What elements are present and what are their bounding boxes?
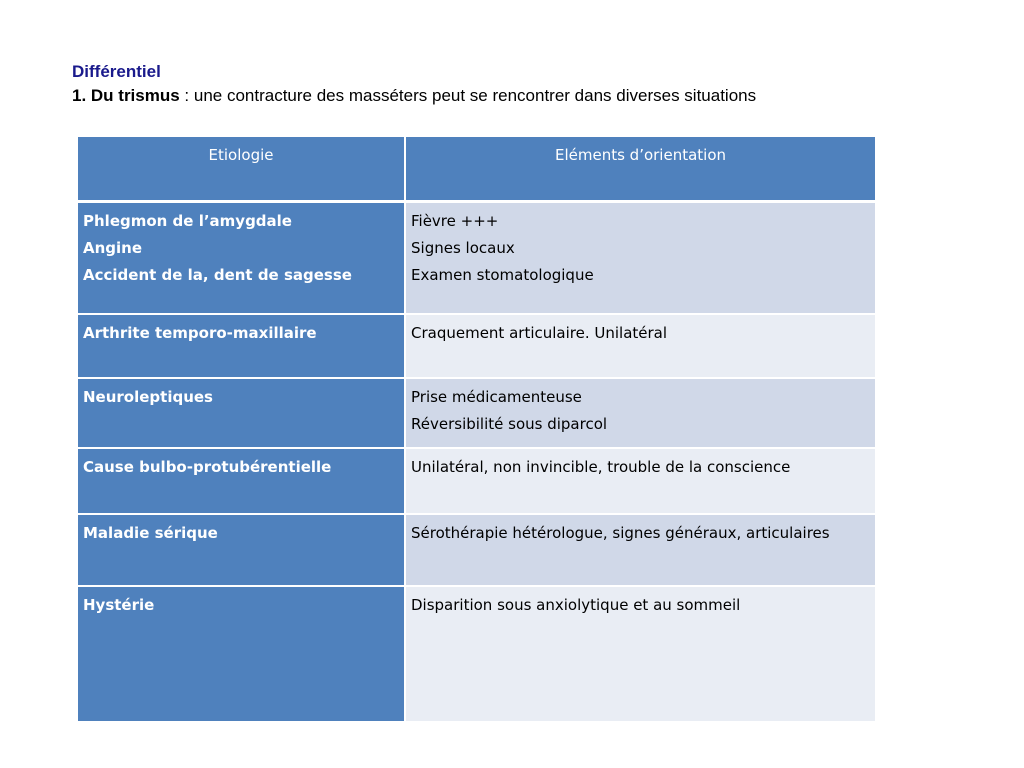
orientation-line: Signes locaux (411, 239, 515, 257)
etiologie-cell (77, 586, 405, 722)
table-row (77, 202, 876, 314)
etiologie-cell (77, 448, 405, 514)
orientation-cell (405, 314, 876, 378)
etiologie-line: Phlegmon de l’amygdale (83, 212, 292, 230)
orientation-cell (405, 378, 876, 448)
table-row (77, 314, 876, 378)
header-orientation: Eléments d’orientation (405, 136, 876, 202)
slide-heading (72, 60, 756, 108)
etiologie-line: Maladie sérique (83, 523, 218, 542)
orientation-line: Fièvre +++ (411, 212, 499, 230)
table-header-row (77, 136, 876, 202)
orientation-cell (405, 514, 876, 586)
orientation-line: Disparition sous anxiolytique et au sommeil (411, 595, 741, 614)
table-row (77, 378, 876, 448)
etiologie-line: Hystérie (83, 595, 155, 614)
subtitle-rest: : une contracture des masséters peut se rencontrer dans diverses situations (179, 86, 757, 105)
orientation-line: Examen stomatologique (411, 266, 594, 284)
table-row (77, 514, 876, 586)
table-row (77, 448, 876, 514)
orientation-cell (405, 586, 876, 722)
etiologie-cell (77, 202, 405, 314)
orientation-line: Prise médicamenteuse (411, 387, 582, 406)
etiologie-line: Accident de la, dent de sagesse (83, 266, 352, 284)
etiologie-cell (77, 378, 405, 448)
subtitle (72, 84, 756, 108)
etiologie-line: Arthrite temporo-maxillaire (83, 323, 317, 342)
orientation-line: Craquement articulaire. Unilatéral (411, 323, 668, 342)
orientation-line: Sérothérapie hétérologue, signes généraux, articulaires (411, 523, 830, 542)
table-row (77, 586, 876, 722)
orientation-cell (405, 448, 876, 514)
differential-table (76, 135, 877, 723)
header-etiologie: Etiologie (77, 136, 405, 202)
section-title: Différentiel (72, 62, 161, 81)
etiologie-cell (77, 314, 405, 378)
etiologie-line: Angine (83, 239, 143, 257)
orientation-cell (405, 202, 876, 314)
etiologie-line: Cause bulbo-protubérentielle (83, 457, 332, 476)
etiologie-line: Neuroleptiques (83, 387, 213, 406)
orientation-line: Réversibilité sous diparcol (411, 414, 608, 433)
orientation-line: Unilatéral, non invincible, trouble de la conscience (411, 457, 791, 476)
etiologie-cell (77, 514, 405, 586)
subtitle-bold: 1. Du trismus (72, 86, 180, 105)
